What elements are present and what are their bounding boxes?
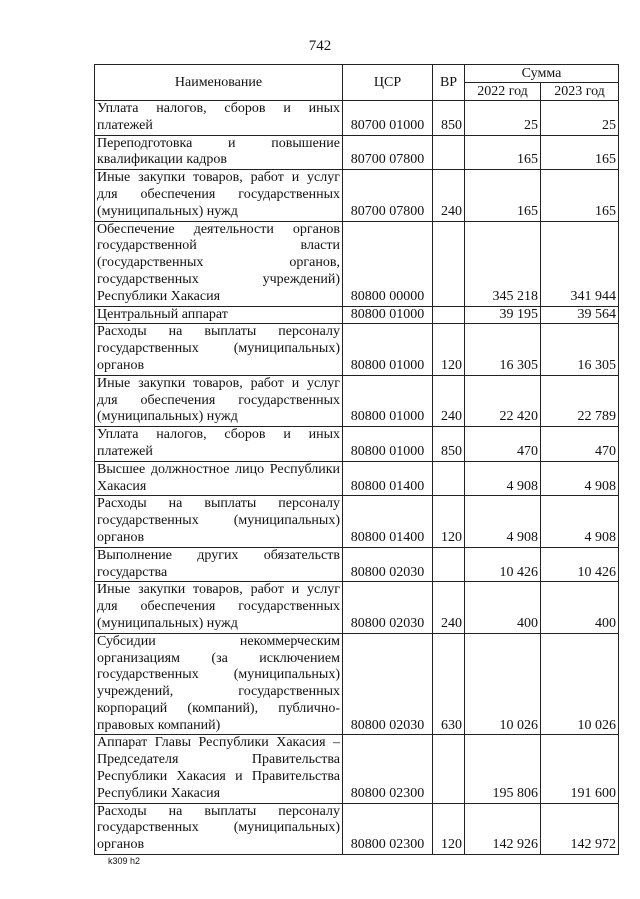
cell-2023: 400 [541, 582, 619, 633]
budget-table [94, 64, 619, 855]
cell-2022: 16 305 [465, 324, 541, 375]
cell-2023: 142 972 [541, 803, 619, 854]
cell-vr [433, 735, 465, 803]
cell-csr: 80800 01000 [343, 427, 433, 462]
cell-vr: 240 [433, 170, 465, 221]
cell-csr: 80800 02300 [343, 735, 433, 803]
cell-vr [433, 135, 465, 170]
cell-vr: 240 [433, 375, 465, 426]
cell-2022: 142 926 [465, 803, 541, 854]
table-body [95, 101, 619, 855]
cell-2022: 10 426 [465, 547, 541, 582]
table-row [95, 135, 619, 170]
cell-2022: 22 420 [465, 375, 541, 426]
cell-csr: 80700 07800 [343, 135, 433, 170]
table-row [95, 547, 619, 582]
cell-2023: 165 [541, 135, 619, 170]
cell-2023: 22 789 [541, 375, 619, 426]
cell-2023: 4 908 [541, 496, 619, 547]
cell-name: Иные закупки товаров, работ и услуг для обеспечения государственных (муниципальных) нужд [95, 170, 343, 221]
cell-csr: 80800 01400 [343, 461, 433, 496]
cell-name: Аппарат Главы Республики Хакасия – Председателя Правительства Республики Хакасия и Правительства Республики Хакасия [95, 735, 343, 803]
cell-2023: 4 908 [541, 461, 619, 496]
cell-name: Высшее должностное лицо Республики Хакасия [95, 461, 343, 496]
cell-2022: 10 026 [465, 633, 541, 735]
table-row [95, 633, 619, 735]
cell-name: Расходы на выплаты персоналу государственных (муниципальных) органов [95, 496, 343, 547]
header-name: Наименование [95, 65, 343, 101]
cell-2022: 4 908 [465, 461, 541, 496]
cell-csr: 80700 07800 [343, 170, 433, 221]
cell-name: Субсидии некоммерческим организациям (за исключением государственных (муниципальных) учреждений, государственных корпораций (компаний), публично-правовых компаний) [95, 633, 343, 735]
cell-name: Центральный аппарат [95, 306, 343, 324]
table-row [95, 101, 619, 136]
cell-2022: 470 [465, 427, 541, 462]
cell-vr: 120 [433, 803, 465, 854]
cell-2022: 400 [465, 582, 541, 633]
cell-name: Расходы на выплаты персоналу государственных (муниципальных) органов [95, 324, 343, 375]
table-row [95, 306, 619, 324]
cell-csr: 80800 02300 [343, 803, 433, 854]
cell-vr [433, 461, 465, 496]
table-row [95, 375, 619, 426]
cell-2022: 345 218 [465, 221, 541, 306]
table-row [95, 221, 619, 306]
cell-name: Иные закупки товаров, работ и услуг для обеспечения государственных (муниципальных) нужд [95, 582, 343, 633]
table-row [95, 324, 619, 375]
cell-2023: 470 [541, 427, 619, 462]
cell-2023: 25 [541, 101, 619, 136]
cell-2023: 16 305 [541, 324, 619, 375]
cell-name: Выполнение других обязательств государства [95, 547, 343, 582]
cell-2022: 39 195 [465, 306, 541, 324]
cell-2022: 165 [465, 135, 541, 170]
table-row [95, 735, 619, 803]
cell-csr: 80800 02030 [343, 547, 433, 582]
cell-name: Иные закупки товаров, работ и услуг для обеспечения государственных (муниципальных) нужд [95, 375, 343, 426]
table-row [95, 496, 619, 547]
cell-vr: 120 [433, 324, 465, 375]
table-header [95, 65, 619, 101]
cell-vr [433, 306, 465, 324]
footer-code: k309 h2 [108, 856, 141, 866]
cell-2023: 39 564 [541, 306, 619, 324]
cell-name: Обеспечение деятельности органов государственной власти (государственных органов, государственных учреждений) Республики Хакасия [95, 221, 343, 306]
cell-csr: 80800 02030 [343, 633, 433, 735]
cell-vr: 850 [433, 101, 465, 136]
cell-name: Переподготовка и повышение квалификации кадров [95, 135, 343, 170]
table-row [95, 582, 619, 633]
table-row [95, 170, 619, 221]
cell-csr: 80800 02030 [343, 582, 433, 633]
cell-csr: 80800 01400 [343, 496, 433, 547]
table-row [95, 461, 619, 496]
cell-2023: 341 944 [541, 221, 619, 306]
cell-csr: 80800 01000 [343, 306, 433, 324]
cell-csr: 80800 00000 [343, 221, 433, 306]
header-year-2022: 2022 год [465, 83, 541, 101]
header-sum: Сумма [465, 65, 619, 83]
cell-csr: 80800 01000 [343, 375, 433, 426]
cell-2023: 191 600 [541, 735, 619, 803]
cell-csr: 80800 01000 [343, 324, 433, 375]
cell-csr: 80700 01000 [343, 101, 433, 136]
cell-2022: 25 [465, 101, 541, 136]
table-row [95, 427, 619, 462]
cell-vr: 120 [433, 496, 465, 547]
cell-vr [433, 547, 465, 582]
header-csr: ЦСР [343, 65, 433, 101]
header-vr: ВР [433, 65, 465, 101]
cell-vr [433, 221, 465, 306]
cell-name: Уплата налогов, сборов и иных платежей [95, 101, 343, 136]
cell-2023: 10 426 [541, 547, 619, 582]
cell-2022: 165 [465, 170, 541, 221]
cell-2022: 195 806 [465, 735, 541, 803]
cell-2023: 165 [541, 170, 619, 221]
table-row [95, 803, 619, 854]
cell-2022: 4 908 [465, 496, 541, 547]
page-number: 742 [308, 38, 332, 54]
cell-name: Расходы на выплаты персоналу государственных (муниципальных) органов [95, 803, 343, 854]
cell-name: Уплата налогов, сборов и иных платежей [95, 427, 343, 462]
cell-2023: 10 026 [541, 633, 619, 735]
cell-vr: 850 [433, 427, 465, 462]
cell-vr: 630 [433, 633, 465, 735]
header-year-2023: 2023 год [541, 83, 619, 101]
cell-vr: 240 [433, 582, 465, 633]
